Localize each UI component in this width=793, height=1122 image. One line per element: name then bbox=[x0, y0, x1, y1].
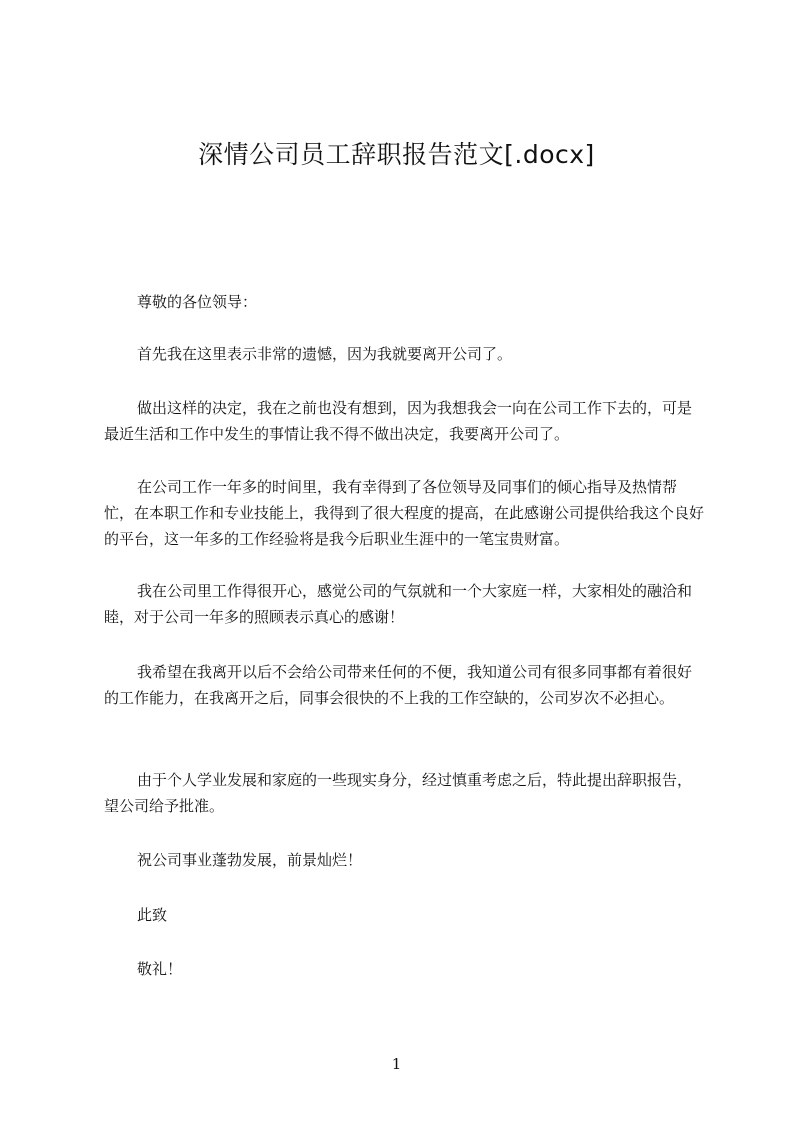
paragraph-3: 在公司工作一年多的时间里，我有幸得到了各位领导及同事们的倾心指导及热情帮忙，在本职工作和专业技能上，我得到了很大程度的提高，在此感谢公司提供给我这个良好的平台，这一年多的工作经验将是我今后职业生涯中的一笔宝贵财富。 bbox=[104, 478, 705, 548]
document-title: 深情公司员工辞职报告范文[.docx] bbox=[198, 140, 595, 169]
closing-jing-li: 敬礼！ bbox=[137, 960, 183, 978]
greeting: 尊敬的各位领导： bbox=[137, 293, 258, 311]
closing-ci-zhi: 此致 bbox=[137, 906, 168, 924]
paragraph-1: 首先我在这里表示非常的遗憾，因为我就要离开公司了。 bbox=[137, 345, 513, 363]
page-number: 1 bbox=[391, 1055, 402, 1073]
paragraph-2: 做出这样的决定，我在之前也没有想到，因为我想我会一向在公司工作下去的，可是最近生活和工作中发生的事情让我不得不做出决定，我要离开公司了。 bbox=[104, 399, 693, 443]
paragraph-5: 我希望在我离开以后不会给公司带来任何的不便，我知道公司有很多同事都有着很好的工作能力，在我离开之后，同事会很快的不上我的工作空缺的，公司岁次不必担心。 bbox=[104, 663, 693, 707]
paragraph-4: 我在公司里工作得很开心，感觉公司的气氛就和一个大家庭一样，大家相处的融洽和睦，对于公司一年多的照顾表示真心的感谢！ bbox=[104, 582, 693, 626]
paragraph-6: 由于个人学业发展和家庭的一些现实身分，经过慎重考虑之后，特此提出辞职报告，望公司给予批准。 bbox=[104, 771, 693, 815]
wish-line: 祝公司事业蓬勃发展，前景灿烂！ bbox=[137, 851, 363, 869]
